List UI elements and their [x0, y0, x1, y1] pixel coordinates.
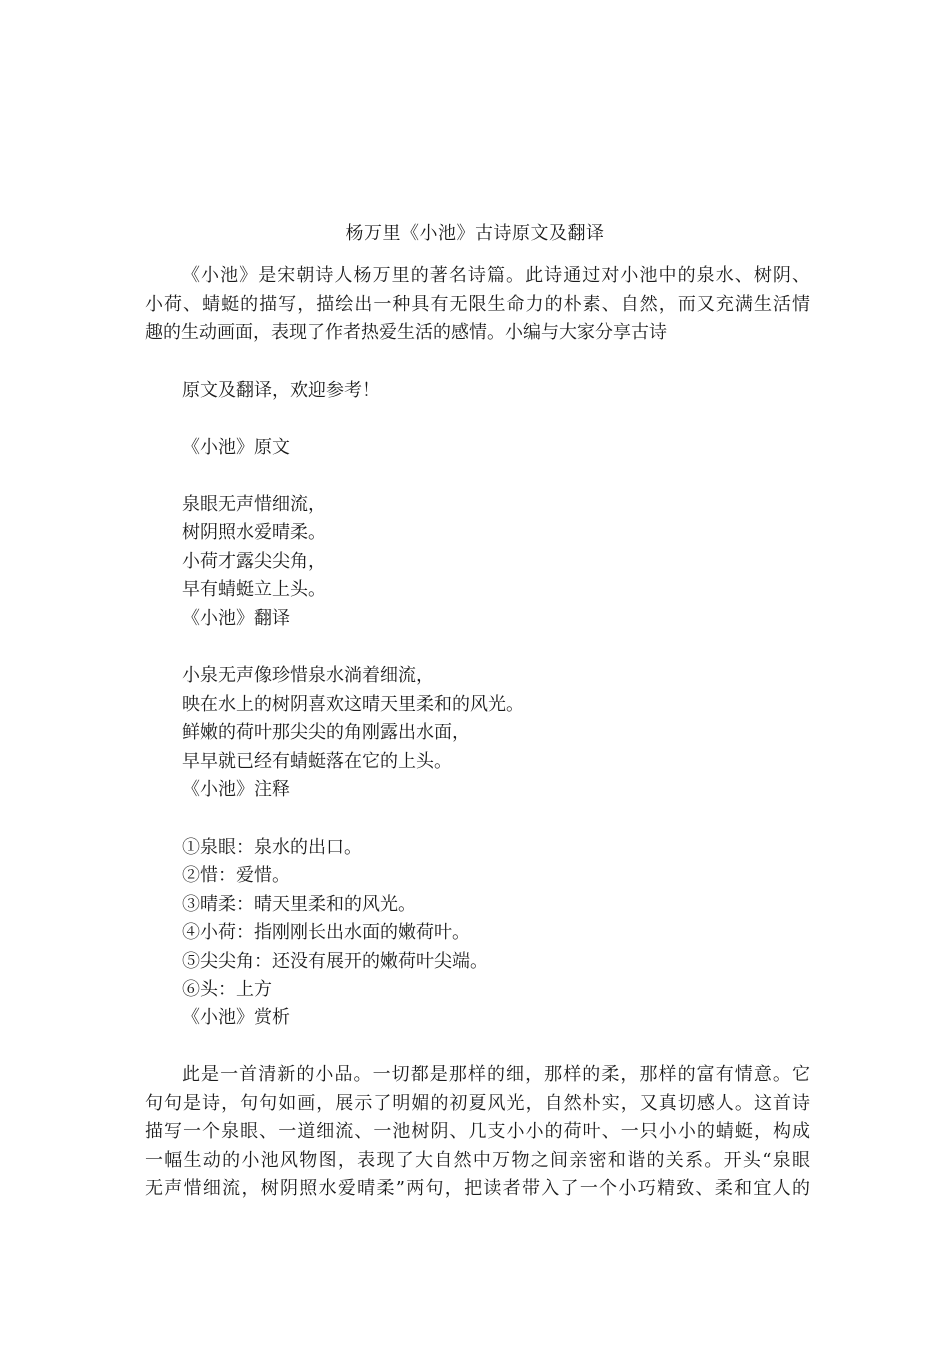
appreciation-line-5: 无声惜细流，树阴照水爱晴柔”两句，把读者带入了一个小巧精致、柔和宜人的 [145, 1178, 810, 1199]
note-item-6: ⑥头：上方 [182, 979, 272, 1000]
intro-paragraph [145, 262, 810, 348]
translation-line-4: 早早就已经有蜻蜓落在它的上头。 [182, 751, 452, 772]
translation-heading: 《小池》翻译 [182, 608, 290, 629]
appreciation-line-1: 此是一首清新的小品。一切都是那样的细，那样的柔，那样的富有情意。它 [182, 1064, 810, 1085]
original-heading: 《小池》原文 [182, 437, 290, 458]
original-line-2: 树阴照水爱晴柔。 [182, 522, 326, 543]
translation-line-1: 小泉无声像珍惜泉水淌着细流， [182, 665, 434, 686]
intro-continued: 原文及翻译，欢迎参考！ [182, 380, 380, 401]
note-item-2: ②惜：爱惜。 [182, 865, 290, 886]
intro-line-2: 小荷、蜻蜓的描写，描绘出一种具有无限生命力的朴素、自然，而又充满生活情 [145, 293, 810, 315]
translation-line-3: 鲜嫩的荷叶那尖尖的角刚露出水面， [182, 722, 470, 743]
page-title: 杨万里《小池》古诗原文及翻译 [345, 223, 605, 244]
intro-line-1: 《小池》是宋朝诗人杨万里的著名诗篇。此诗通过对小池中的泉水、树阴、 [182, 265, 810, 286]
appreciation-line-4: 一幅生动的小池风物图，表现了大自然中万物之间亲密和谐的关系。开头“泉眼 [145, 1149, 810, 1171]
translation-line-2: 映在水上的树阴喜欢这晴天里柔和的风光。 [182, 694, 524, 715]
appreciation-paragraph [145, 1061, 810, 1204]
note-item-5: ⑤尖尖角：还没有展开的嫩荷叶尖端。 [182, 951, 488, 972]
appreciation-line-2: 句句是诗，句句如画，展示了明媚的初夏风光，自然朴实，又真切感人。这首诗 [145, 1092, 810, 1114]
note-item-3: ③晴柔：晴天里柔和的风光。 [182, 894, 416, 915]
intro-line-3: 趣的生动画面，表现了作者热爱生活的感情。小编与大家分享古诗 [145, 322, 667, 343]
original-line-3: 小荷才露尖尖角， [182, 551, 326, 572]
original-line-4: 早有蜻蜓立上头。 [182, 579, 326, 600]
notes-heading: 《小池》注释 [182, 779, 290, 800]
note-item-1: ①泉眼：泉水的出口。 [182, 837, 362, 858]
note-item-4: ④小荷：指刚刚长出水面的嫩荷叶。 [182, 922, 470, 943]
original-line-1: 泉眼无声惜细流， [182, 494, 326, 515]
appreciation-heading: 《小池》赏析 [182, 1007, 290, 1028]
appreciation-line-3: 描写一个泉眼、一道细流、一池树阴、几支小小的荷叶、一只小小的蜻蜓，构成 [145, 1121, 810, 1142]
